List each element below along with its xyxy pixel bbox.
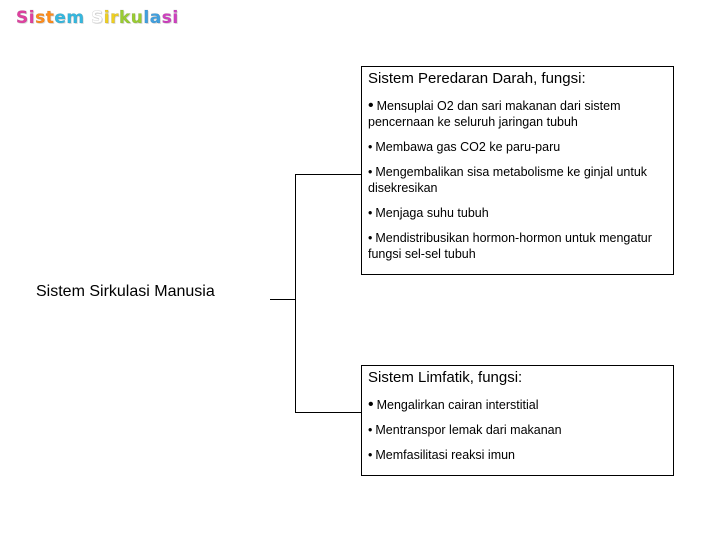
bullet-icon: • (368, 140, 373, 154)
connector-vertical (295, 174, 296, 413)
list-item (368, 397, 667, 413)
title-letter: S (16, 8, 29, 28)
title-letter: i (28, 8, 36, 28)
item-text: Mengembalikan sisa metabolisme ke ginjal untuk disekresikan (368, 165, 648, 195)
title-letter: s (35, 8, 46, 28)
bullet-icon: • (368, 231, 373, 245)
item-text: Mendistribusikan hormon-hormon untuk mengatur fungsi sel-sel tubuh (368, 231, 652, 261)
title-letter: r (110, 8, 119, 28)
connector-root-horizontal (270, 299, 296, 300)
bullet-icon: • (368, 206, 373, 220)
title-letter: u (130, 8, 144, 28)
list-item (368, 230, 667, 262)
bullet-icon: • (368, 423, 373, 437)
item-text: Mengalirkan cairan interstitial (376, 398, 539, 412)
item-text: Menjaga suhu tubuh (375, 206, 489, 220)
item-text: Memfasilitasi reaksi imun (375, 448, 516, 462)
branch-heading: Sistem Limfatik, fungsi: (368, 369, 523, 386)
title-letter: a (149, 8, 162, 28)
branch-box-limfatik (361, 365, 674, 476)
title-letter: t (45, 8, 55, 28)
title-letter: e (54, 8, 67, 28)
item-text: Membawa gas CO2 ke paru-paru (375, 140, 561, 154)
title-letter: S (91, 8, 104, 28)
list-item (368, 98, 667, 130)
root-node-label: Sistem Sirkulasi Manusia (36, 283, 215, 300)
title-letter: l (143, 8, 150, 28)
bullet-icon: • (368, 165, 373, 179)
title-letter: i (172, 8, 179, 28)
list-item (368, 447, 667, 463)
list-item (368, 164, 667, 196)
title-letter: k (118, 8, 131, 28)
connector-branch-top (295, 174, 361, 175)
connector-branch-bottom (295, 412, 361, 413)
title-letter: m (66, 8, 85, 28)
item-text: Mensuplai O2 dan sari makanan dari sistem pencernaan ke seluruh jaringan tubuh (368, 99, 621, 129)
bullet-icon: • (368, 396, 374, 413)
bullet-icon: • (368, 448, 373, 462)
list-item (368, 139, 667, 155)
list-item (368, 422, 667, 438)
branch-heading: Sistem Peredaran Darah, fungsi: (368, 70, 586, 87)
bullet-icon: • (368, 97, 374, 114)
title-letter: i (103, 8, 111, 28)
list-item (368, 205, 667, 221)
title-letter: s (161, 8, 173, 28)
slide-title (16, 8, 179, 28)
branch-box-peredaran-darah (361, 66, 674, 275)
item-text: Mentranspor lemak dari makanan (375, 423, 562, 437)
